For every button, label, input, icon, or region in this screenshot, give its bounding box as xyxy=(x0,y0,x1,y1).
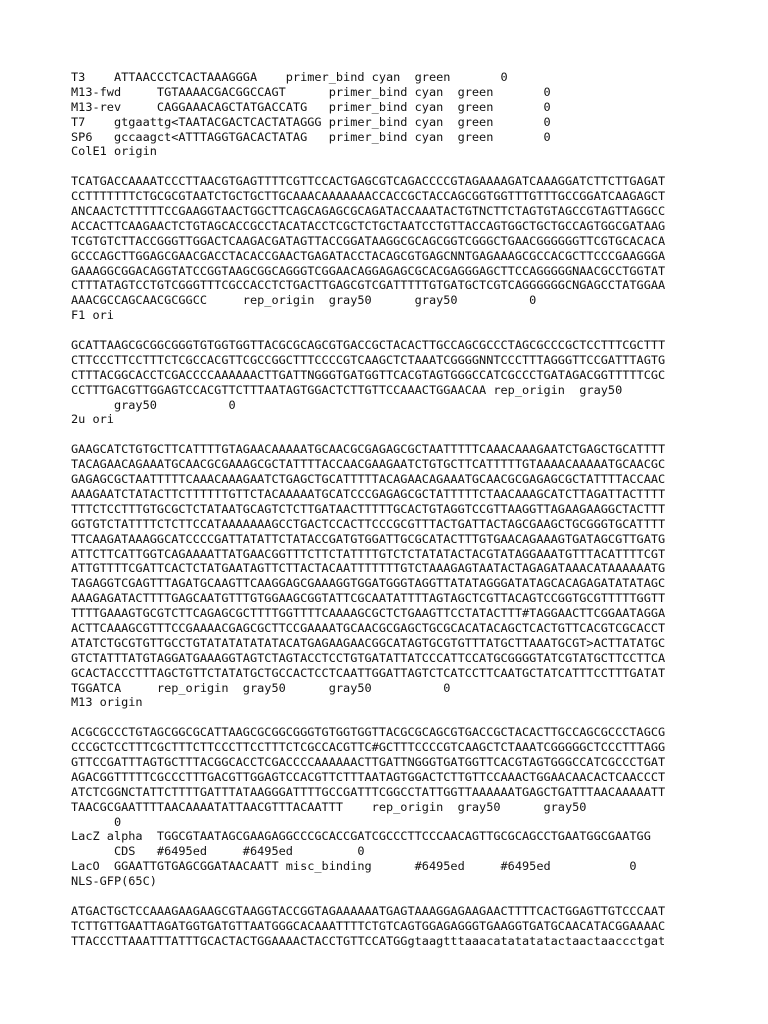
sequence-line: TTACCCTTAAATTTATTTGCACTACTGGAAAACTACCTGTTCCATGGgtaagtttaaacatatatatactaactaaccctgat xyxy=(71,933,666,948)
sequence-line: GAAGCATCTGTGCTTCATTTTGTAGAACAAAAATGCAACGCGAGAGCGCTAATTTTTCAAACAAAGAATCTGAGCTGCATTTT xyxy=(71,442,666,457)
sequence-line: AAAGAATCTATACTTCTTTTTTGTTCTACAAAAATGCATCCCGAGAGCGCTATTTTTCTAACAAAGCATCTTAGATTACTTTT xyxy=(71,486,666,501)
feature-section-m13-origin xyxy=(71,695,711,829)
sequence-line: ATTCTTCATTGGTCAGAAAATTATGAACGGTTTCTTCTATTTTGTCTCTATATACTACGTATAGGAAATGTTTACATTTTCGT xyxy=(71,546,666,561)
feature-annotation: CDS #6495ed #6495ed 0 xyxy=(71,844,365,859)
sequence-line: CTTTATAGTCCTGTCGGGTTTCGCCACCTCTGACTTGAGCGTCGATTTTTGTGATGCTCGTCAGGGGGGCNGAGCCTATGGAA xyxy=(71,278,666,293)
primer-row: T7 gtgaattg<TAATACGACTCACTATAGGG primer_bind cyan green 0 xyxy=(71,114,551,129)
primer-row: M13-fwd TGTAAAACGACGGCCAGT primer_bind cyan green 0 xyxy=(71,84,551,99)
primer-row: M13-rev CAGGAAACAGCTATGACCATG primer_bind cyan green 0 xyxy=(71,99,551,114)
feature-title: LacO GGAATTGTGAGCGGATAACAATT misc_binding #6495ed #6495ed 0 xyxy=(71,859,637,874)
sequence-line: GCATTAAGCGCGGCGGGTGTGGTGGTTACGCGCAGCGTGACCGCTACACTTGCCAGCGCCCTAGCGCCCGCTCCTTTCGCTTT xyxy=(71,338,666,353)
sequence-line: TTCAAGATAAAGGCATCCCCGATTATATTCTATACCGATGTGGATTGCGCATACTTTGTGAACAGAAAGTGATAGCGTTGATG xyxy=(71,531,666,546)
sequence-line: ATGACTGCTCCAAAGAAGAAGCGTAAGGTACCGGTAGAAAAAATGAGTAAAGGAGAAGAACTTTTCACTGGAGTTGTCCCAAT xyxy=(71,903,666,918)
sequence-line: ACGCGCCCTGTAGCGGCGCATTAAGCGCGGCGGGTGTGGTGGTTACGCGCAGCGTGACCGCTACACTTGCCAGCGCCCTAGCG xyxy=(71,725,666,740)
sequence-line: GCCCAGCTTGGAGCGAACGACCTACACCGAACTGAGATACCTACAGCGTGAGCNNTGAGAAAGCGCCACGCTTCCCGAAGGGA xyxy=(71,248,666,263)
sequence-line: GAGAGCGCTAATTTTTCAAACAAAGAATCTGAGCTGCATTTTTACAGAACAGAAATGCAACGCGAGAGCGCTATTTTACCAAC xyxy=(71,472,666,487)
feature-title: NLS-GFP(65C) xyxy=(71,874,157,889)
sequence-line: ACCACTTCAAGAACTCTGTAGCACCGCCTACATACCTCGCTCTGCTAATCCTGTTACCAGTGGCTGCTGCCAGTGGCGATAAG xyxy=(71,218,666,233)
spacer xyxy=(71,323,711,338)
feature-annotation: TAACGCGAATTTTAACAAAATATTAACGTTTACAATTT rep_origin gray50 gray50 xyxy=(71,799,587,814)
sequence-line: GCACTACCCTTTAGCTGTTCTATATGCTGCCACTCCTCAATTGGATTAGTCTCATCCTTCAATGCTATCATTTCCTTTGATAT xyxy=(71,665,666,680)
sequence-line: ANCAACTCTTTTTCCGAAGGTAACTGGCTTCAGCAGAGCGCAGATACCAAATACTGTNCTTCTAGTGTAGCCGTAGTTAGGCC xyxy=(71,204,666,219)
primer-row: SP6 gccaagct<ATTTAGGTGACACTATAG primer_bind cyan green 0 xyxy=(71,129,551,144)
feature-section-lacz-alpha xyxy=(71,829,711,859)
sequence-line: CTTCCCTTCCTTTCTCGCCACGTTCGCCGGCTTTCCCCGTCAAGCTCTAAATCGGGGNNTCCCTTTAGGGTTCCGATTTAGTG xyxy=(71,352,666,367)
sequence-line: AGACGGTTTTTCGCCCTTTGACGTTGGAGTCCACGTTCTTTAATAGTGGACTCTTGTTCCAAACTGGAACAACACTCAACCCT xyxy=(71,769,666,784)
primer-row: T3 ATTAACCCTCACTAAAGGGA primer_bind cyan green 0 xyxy=(71,70,508,84)
feature-annotation: AAACGCCAGCAACGCGGCC rep_origin gray50 gray50 0 xyxy=(71,293,537,308)
sequence-document xyxy=(71,70,711,949)
sequence-line: TACAGAACAGAAATGCAACGCGAAAGCGCTATTTTACCAACGAAGAATCTGTGCTTCATTTTTGTAAAACAAAAATGCAACGC xyxy=(71,457,666,472)
spacer xyxy=(71,159,711,174)
feature-section-nls-gfp xyxy=(71,874,711,948)
feature-section-laco xyxy=(71,859,711,874)
feature-title: F1 ori xyxy=(71,308,114,323)
sequence-line: TTTTGAAAGTGCGTCTTCAGAGCGCTTTTGGTTTTCAAAAGCGCTCTGAAGTTCCTATACTTT#TAGGAACTTCGGAATAGGA xyxy=(71,606,666,621)
sequence-line: TCTTGTTGAATTAGATGGTGATGTTAATGGGCACAAATTTTCTGTCAGTGGAGAGGGTGAAGGTGATGCAACATACGGAAAAC xyxy=(71,918,666,933)
feature-title: LacZ alpha TGGCGTAATAGCGAAGAGGCCCGCACCGATCGCCCTTCCCAACAGTTGCGCAGCCTGAATGGCGAATGG xyxy=(71,829,651,844)
feature-title: 2u ori xyxy=(71,412,114,427)
primer-table xyxy=(71,70,711,144)
spacer xyxy=(71,427,711,442)
feature-title: ColE1 origin xyxy=(71,144,157,159)
sequence-line: ACTTCAAAGCGTTTCCGAAAACGAGCGCTTCCGAAAATGCAACGCGAGCTGCGCACATACAGCTCACTGTTCACGTCGCACCT xyxy=(71,620,666,635)
sequence-line: CTTTACGGCACCTCGACCCCAAAAAACTTGATTNGGGTGATGGTTCACGTAGTGGGCCATCGCCCTGATAGACGGTTTTTCGC xyxy=(71,367,666,382)
feature-annotation: TGGATCA rep_origin gray50 gray50 0 xyxy=(71,680,451,695)
sequence-line: AAAGAGATACTTTTGAGCAATGTTTGTGGAAGCGGTATTCGCAATATTTTAGTAGCTCGTTACAGTCCGGTGCGTTTTTGGTT xyxy=(71,591,666,606)
sequence-line: CCTTTTTTTCTGCGCGTAATCTGCTGCTTGCAAACAAAAAAACCACCGCTACCAGCGGTGGTTTGTTTGCCGGATCAAGAGCT xyxy=(71,189,666,204)
feature-section-2u-ori xyxy=(71,412,711,695)
sequence-line: ATCTCGGNCTATTCTTTTGATTTATAAGGGATTTTGCCGATTTCGGCCTATTGGTTAAAAAATGAGCTGATTTAACAAAAATT xyxy=(71,784,666,799)
sequence-line: TCATGACCAAAATCCCTTAACGTGAGTTTTCGTTCCACTGAGCGTCAGACCCCGTAGAAAAGATCAAAGGATCTTCTTGAGAT xyxy=(71,174,666,189)
sequence-line: ATTGTTTTCGATTCACTCTATGAATAGTTCTTACTACAATTTTTTTGTCTAAAGAGTAATACTAGAGATAAACATAAAAAATG xyxy=(71,561,666,576)
feature-section-cole1-origin xyxy=(71,144,711,308)
sequence-line: TCGTGTCTTACCGGGTTGGACTCAAGACGATAGTTACCGGATAAGGCGCAGCGGTCGGGCTGAACGGGGGGTTCGTGCACACA xyxy=(71,233,666,248)
sequence-line: GGTGTCTATTTTCTCTTCCATAAAAAAAGCCTGACTCCACTTCCCGCGTTTACTGATTACTAGCGAAGCTGCGGGTGCATTTT xyxy=(71,516,666,531)
sequence-line: GAAAGGCGGACAGGTATCCGGTAAGCGGCAGGGTCGGAACAGGAGAGCGCACGAGGGAGCTTCCAGGGGGNAACGCCTGGTAT xyxy=(71,263,666,278)
sequence-line: CCTTTGACGTTGGAGTCCACGTTCTTTAATAGTGGACTCTTGTTCCAAACTGGAACAA rep_origin gray50 xyxy=(71,382,623,397)
feature-title: M13 origin xyxy=(71,695,143,710)
spacer xyxy=(71,710,711,725)
sequence-line: TAGAGGTCGAGTTTAGATGCAAGTTCAAGGAGCGAAAGGTGGATGGGTAGGTTATATAGGGATATAGCACAGAGATATATAGC xyxy=(71,576,666,591)
feature-annotation: 0 xyxy=(71,814,122,829)
feature-annotation: gray50 0 xyxy=(71,397,236,412)
sequence-line: CCCGCTCCTTTCGCTTTCTTCCCTTCCTTTCTCGCCACGTTC#GCTTTCCCCGTCAAGCTCTAAATCGGGGGCTCCCTTTAGG xyxy=(71,740,666,755)
sequence-line: ATATCTGCGTGTTGCCTGTATATATATATACATGAGAAGAACGGCATAGTGCGTGTTTATGCTTAAATGCGT>ACTTATATGC xyxy=(71,635,666,650)
sequence-line: TTTCTCCTTTGTGCGCTCTATAATGCAGTCTCTTGATAACTTTTTGCACTGTAGGTCCGTTAAGGTTAGAAGAAGGCTACTTT xyxy=(71,501,666,516)
feature-section-f1-ori xyxy=(71,308,711,412)
sequence-line: GTCTATTTATGTAGGATGAAAGGTAGTCTAGTACCTCCTGTGATATTATCCCATTCCATGCGGGGTATCGTATGCTTCCTTCA xyxy=(71,650,666,665)
spacer xyxy=(71,889,711,904)
sequence-line: GTTCCGATTTAGTGCTTTACGGCACCTCGACCCCAAAAAACTTGATTNGGGTGATGGTTCACGTAGTGGGCCATCGCCCTGAT xyxy=(71,754,666,769)
